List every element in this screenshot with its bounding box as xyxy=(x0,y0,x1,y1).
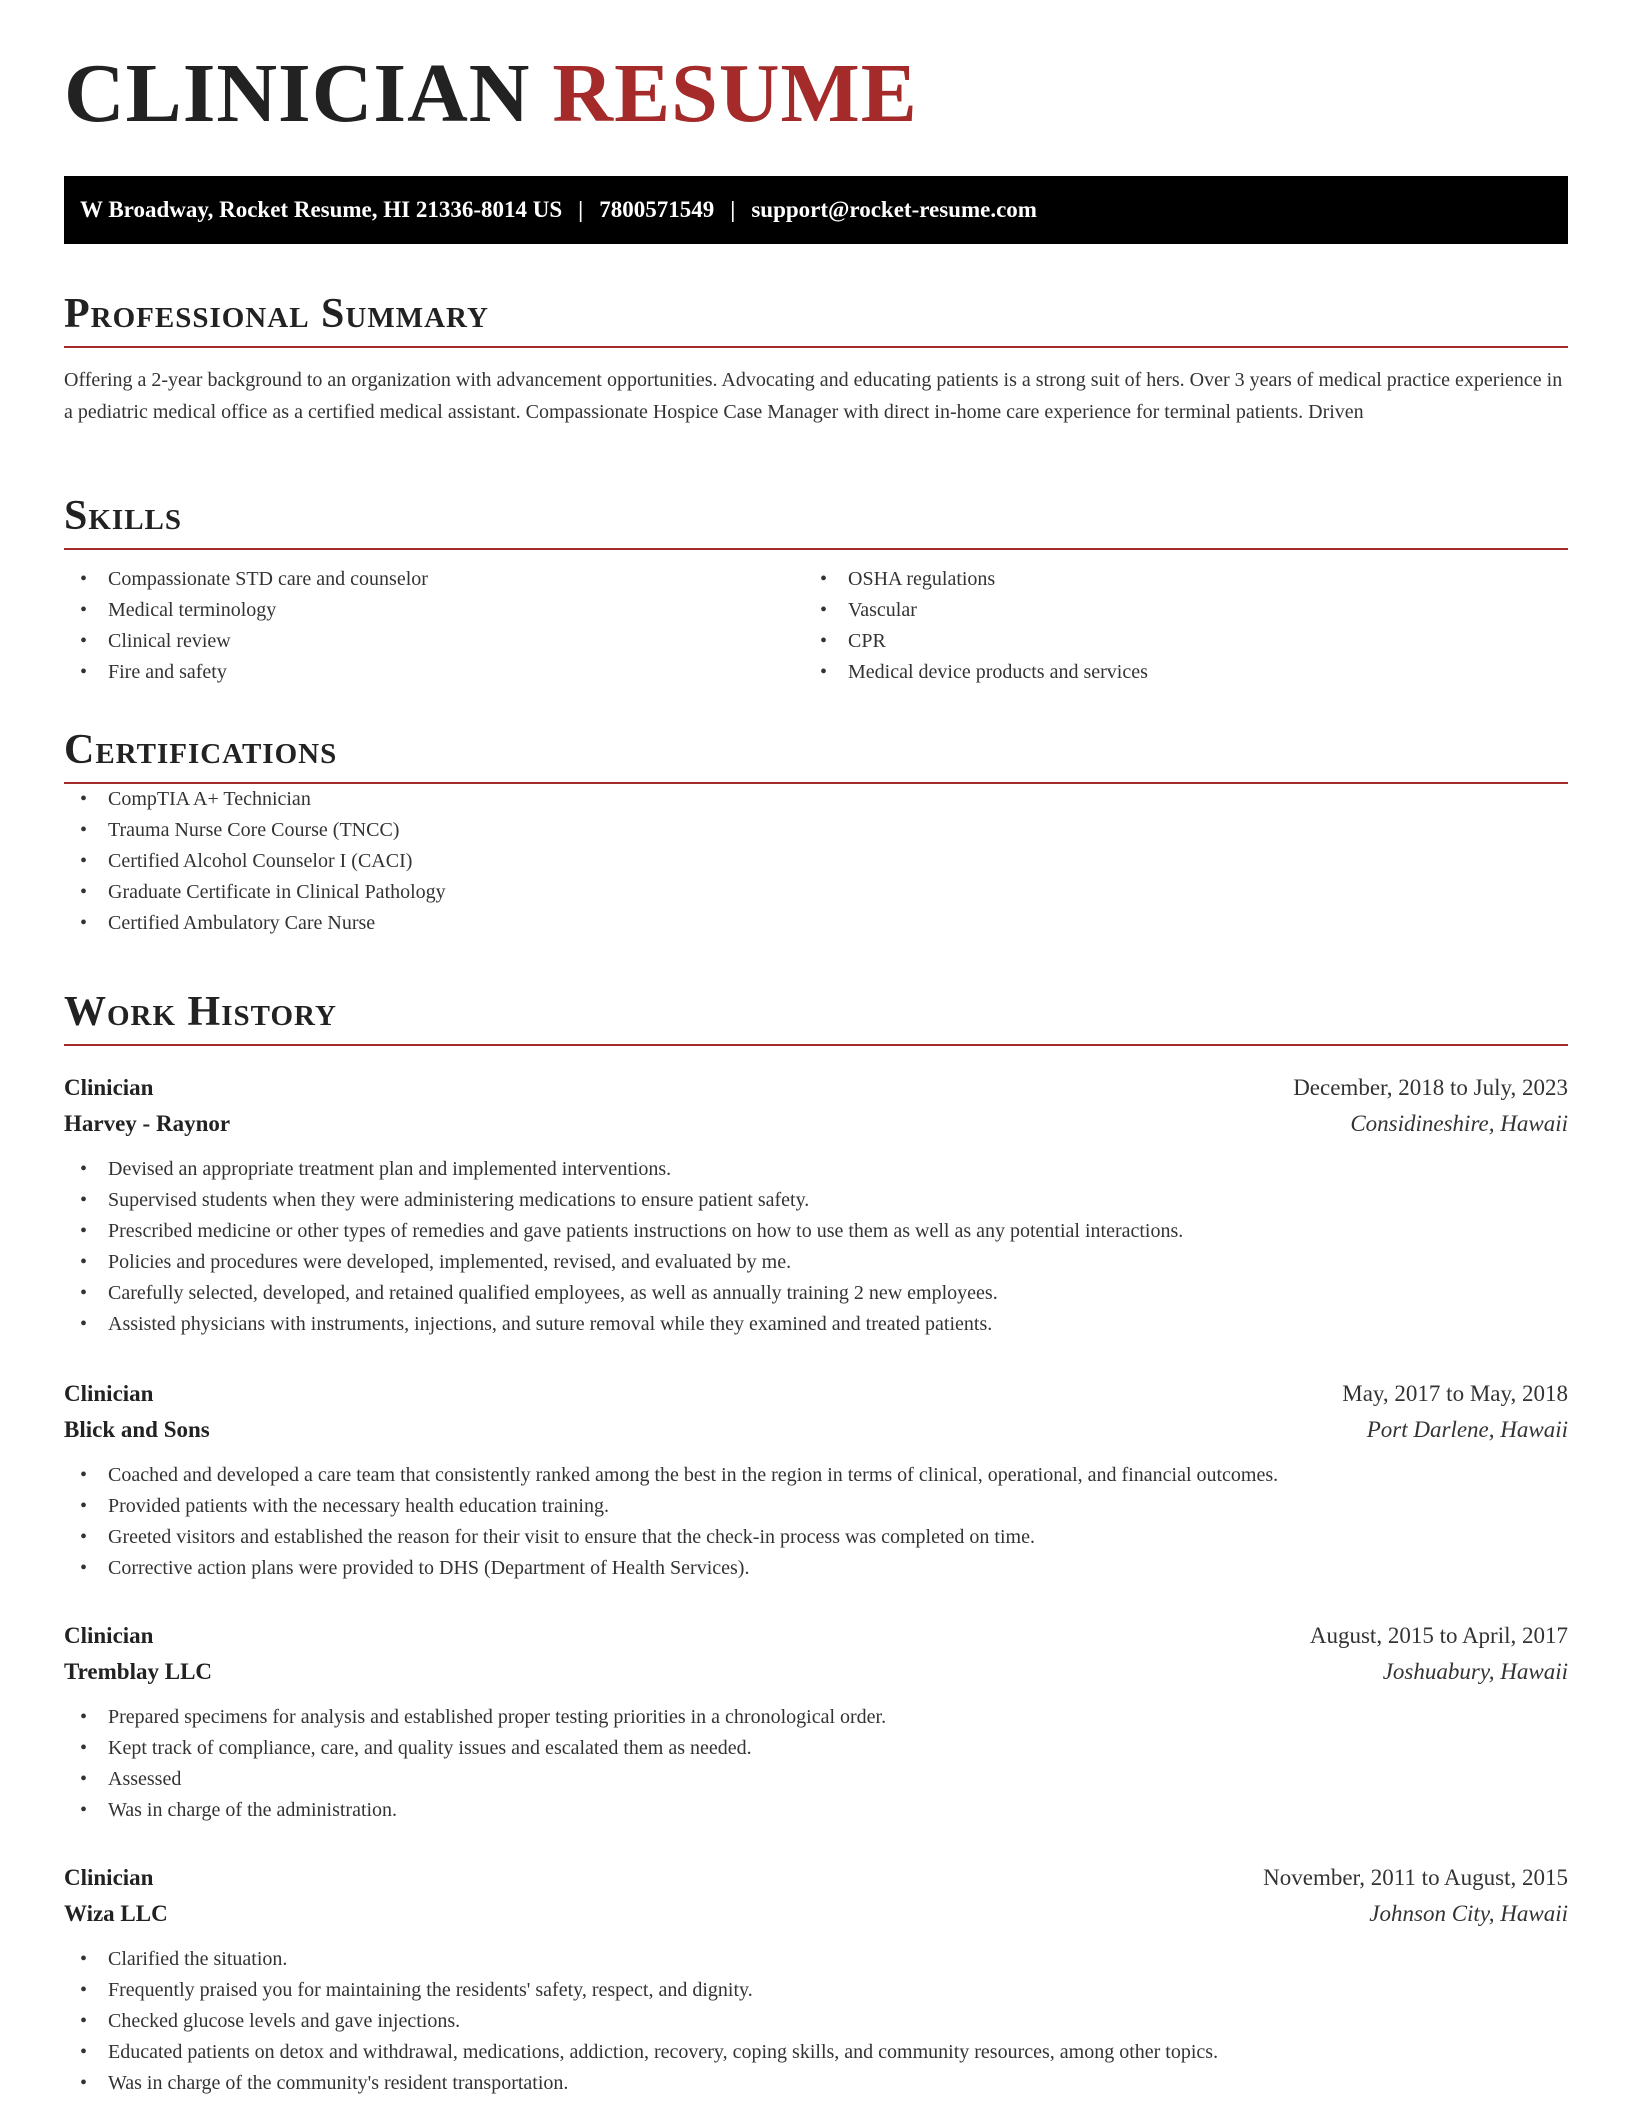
job-duty: • Carefully selected, developed, and retained qualified employees, as well as annually training 2 new employees. xyxy=(64,1278,1568,1309)
job-dates: August, 2015 to April, 2017 xyxy=(1309,1623,1568,1648)
summary-heading: Professional Summary xyxy=(64,291,489,337)
job-duty: • Kept track of compliance, care, and quality issues and escalated them as needed. xyxy=(64,1733,1568,1764)
skill-item: • Vascular xyxy=(804,595,1544,626)
resume-title xyxy=(64,47,918,140)
job-duties-list xyxy=(64,1154,1568,1340)
certifications-list xyxy=(64,784,1568,939)
job-company: Blick and Sons xyxy=(64,1417,210,1442)
section-divider xyxy=(64,1044,1568,1046)
work-history-heading: Work History xyxy=(64,989,337,1035)
job-duty: • Greeted visitors and established the reason for their visit to ensure that the check-in process was completed on time. xyxy=(64,1522,1568,1553)
contact-address: W Broadway, Rocket Resume, HI 21336-8014 US xyxy=(80,197,563,222)
job-dates: December, 2018 to July, 2023 xyxy=(1293,1075,1568,1100)
job-duty: • Devised an appropriate treatment plan and implemented interventions. xyxy=(64,1154,1568,1185)
job-entry xyxy=(64,1070,1568,1340)
summary-section xyxy=(64,284,1568,428)
job-duty: • Prepared specimens for analysis and established proper testing priorities in a chronological order. xyxy=(64,1702,1568,1733)
skill-item: • OSHA regulations xyxy=(804,564,1544,595)
job-duty: • Checked glucose levels and gave injections. xyxy=(64,2006,1568,2037)
job-title: Clinician xyxy=(64,1623,154,1648)
skill-item: • CPR xyxy=(804,626,1544,657)
job-duties-list xyxy=(64,1702,1568,1826)
certifications-heading: Certifications xyxy=(64,727,338,773)
certification-item: • Trauma Nurse Core Course (TNCC) xyxy=(64,815,1568,846)
skills-list-right xyxy=(804,564,1544,688)
job-entry xyxy=(64,1376,1568,1584)
job-location: Port Darlene, Hawaii xyxy=(1366,1417,1568,1442)
job-location: Johnson City, Hawaii xyxy=(1369,1901,1568,1926)
skill-item: • Clinical review xyxy=(64,626,804,657)
certification-item: • Certified Alcohol Counselor I (CACI) xyxy=(64,846,1568,877)
skill-item: • Fire and safety xyxy=(64,657,804,688)
job-dates: May, 2017 to May, 2018 xyxy=(1342,1381,1568,1406)
job-duty: • Was in charge of the administration. xyxy=(64,1795,1568,1826)
certification-item: • Graduate Certificate in Clinical Pathology xyxy=(64,877,1568,908)
job-title: Clinician xyxy=(64,1381,154,1406)
job-duty: • Supervised students when they were administering medications to ensure patient safety. xyxy=(64,1185,1568,1216)
job-duty: • Assessed xyxy=(64,1764,1568,1795)
job-location: Joshuabury, Hawaii xyxy=(1382,1659,1568,1684)
job-duty: • Was in charge of the community's resident transportation. xyxy=(64,2068,1568,2099)
contact-bar xyxy=(64,176,1568,244)
job-location: Considineshire, Hawaii xyxy=(1350,1111,1568,1136)
contact-email: support@rocket-resume.com xyxy=(751,197,1037,222)
job-duty: • Frequently praised you for maintaining the residents' safety, respect, and dignity. xyxy=(64,1975,1568,2006)
certifications-section xyxy=(64,720,1568,939)
title-main: CLINICIAN xyxy=(64,47,531,140)
job-duty: • Provided patients with the necessary health education training. xyxy=(64,1491,1568,1522)
job-company: Wiza LLC xyxy=(64,1901,168,1926)
certification-item: • CompTIA A+ Technician xyxy=(64,784,1568,815)
job-duty: • Corrective action plans were provided to DHS (Department of Health Services). xyxy=(64,1553,1568,1584)
skill-item: • Medical terminology xyxy=(64,595,804,626)
job-title: Clinician xyxy=(64,1865,154,1890)
job-company: Tremblay LLC xyxy=(64,1659,213,1684)
job-duties-list xyxy=(64,1460,1568,1584)
skill-item: • Medical device products and services xyxy=(804,657,1544,688)
skills-heading: Skills xyxy=(64,493,183,539)
skills-list-left xyxy=(64,564,804,688)
job-duty: • Clarified the situation. xyxy=(64,1944,1568,1975)
job-entry xyxy=(64,1618,1568,1826)
summary-text: Offering a 2-year background to an organization with advancement opportunities. Advocating and educating patients is a strong suit of hers. Over 3 years of medical practice experience in a pediatric medical office as a certified medical assistant. Compassionate Hospice Case Manager with direct in-home care experience for terminal patients. Driven xyxy=(64,369,1563,423)
job-title: Clinician xyxy=(64,1075,154,1100)
contact-separator: | xyxy=(578,197,584,222)
skill-item: • Compassionate STD care and counselor xyxy=(64,564,804,595)
skills-section xyxy=(64,486,1568,688)
job-duty: • Policies and procedures were developed, implemented, revised, and evaluated by me. xyxy=(64,1247,1568,1278)
title-accent: RESUME xyxy=(552,47,918,140)
job-duty: • Educated patients on detox and withdrawal, medications, addiction, recovery, coping skills, and community resources, among other topics. xyxy=(64,2037,1568,2068)
work-history-section xyxy=(64,982,1568,1046)
job-duty: • Prescribed medicine or other types of remedies and gave patients instructions on how to use them as well as any potential interactions. xyxy=(64,1216,1568,1247)
job-dates: November, 2011 to August, 2015 xyxy=(1263,1865,1568,1890)
job-duty: • Assisted physicians with instruments, injections, and suture removal while they examined and treated patients. xyxy=(64,1309,1568,1340)
job-company: Harvey - Raynor xyxy=(64,1111,231,1136)
contact-phone: 7800571549 xyxy=(599,197,715,222)
certification-item: • Certified Ambulatory Care Nurse xyxy=(64,908,1568,939)
job-duty: • Coached and developed a care team that consistently ranked among the best in the region in terms of clinical, operational, and financial outcomes. xyxy=(64,1460,1568,1491)
job-entry xyxy=(64,1860,1568,2099)
job-duties-list xyxy=(64,1944,1568,2099)
contact-separator: | xyxy=(730,197,736,222)
